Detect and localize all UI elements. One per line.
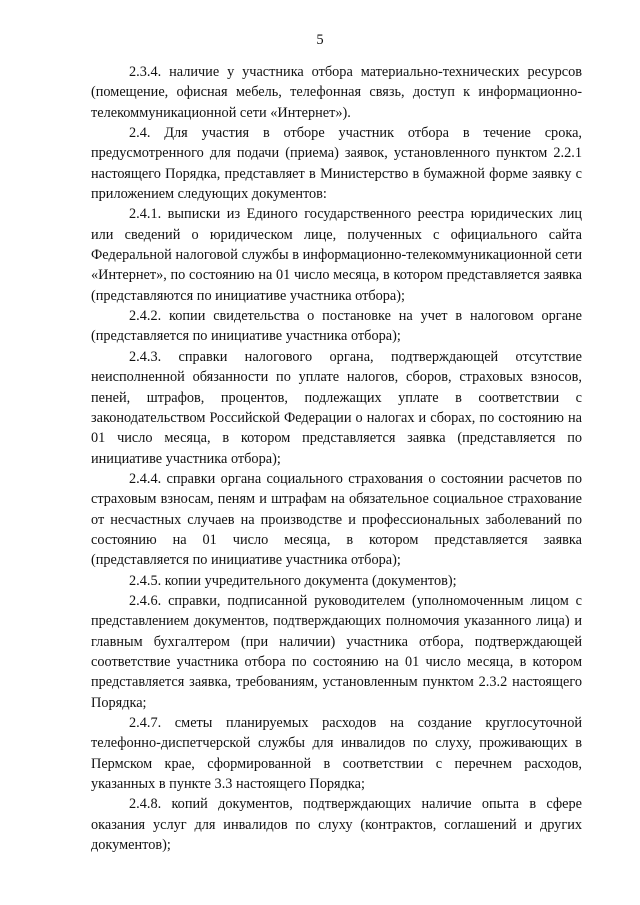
paragraph-2-4-1: 2.4.1. выписки из Единого государственного реестра юридических лиц или сведений о юридическом лице, полученных с официального сайта Федеральной налоговой службы в информационно-телекоммуникационной сети «Интернет», по состоянию на 01 число месяца, в котором представляется заявка (представляются по инициативе участника отбора); xyxy=(91,206,582,304)
paragraph-2-4-7: 2.4.7. сметы планируемых расходов на создание круглосуточной телефонно-диспетчерской службы для инвалидов по слуху, проживающих в Пермском крае, сформированной в соответствии с перечнем расходов, указанных в пункте 3.3 настоящего Порядка; xyxy=(91,715,582,793)
paragraph-2-4-4: 2.4.4. справки органа социального страхования о состоянии расчетов по страховым взносам, пеням и штрафам на обязательное социальное страхование от несчастных случаев на производстве и профессиональных заболеваний по состоянию на 01 число месяца, в котором представляется заявка (представляется по инициативе участника отбора); xyxy=(91,470,582,569)
paragraph-2-4: 2.4. Для участия в отборе участник отбора в течение срока, предусмотренного для подачи (приема) заявок, установленного пунктом 2.2.1 настоящего Порядка, представляет в Министерство в бумажной форме заявку с приложением следующих документов: xyxy=(91,125,582,203)
paragraph-2-4-8: 2.4.8. копий документов, подтверждающих наличие опыта в сфере оказания услуг для инвалидов по слуху (контрактов, соглашений и других документов); xyxy=(91,796,582,854)
paragraph-2-4-3: 2.4.3. справки налогового органа, подтверждающей отсутствие неисполненной обязанности по уплате налогов, сборов, страховых взносов, пеней, штрафов, процентов, подлежащих уплате в соответствии с законодательством Российской Федерации о налогах и сборах, по состоянию на 01 число месяца, в котором представляется заявка (представляется по инициативе участника отбора); xyxy=(91,348,582,467)
paragraph-2-4-2: 2.4.2. копии свидетельства о постановке на учет в налоговом органе (представляется по инициативе участника отбора); xyxy=(91,308,582,345)
document-body xyxy=(91,62,582,855)
page-number: 5 xyxy=(316,32,324,48)
paragraph-2-4-6: 2.4.6. справки, подписанной руководителем (уполномоченным лицом с представлением документов, подтверждающих полномочия указанного лица) и главным бухгалтером (при наличии) участника отбора, подтверждающей соответствие участника отбора по состоянию на 01 число месяца, в котором представляется заявка, требованиям, установленным пунктом 2.3.2 настоящего Порядка; xyxy=(91,592,582,711)
paragraph-2-4-5: 2.4.5. копии учредительного документа (документов); xyxy=(129,572,457,589)
paragraph-2-3-4: 2.3.4. наличие у участника отбора материально-технических ресурсов (помещение, офисная мебель, телефонная связь, доступ к информационно-телекоммуникационной сети «Интернет»). xyxy=(91,64,582,121)
